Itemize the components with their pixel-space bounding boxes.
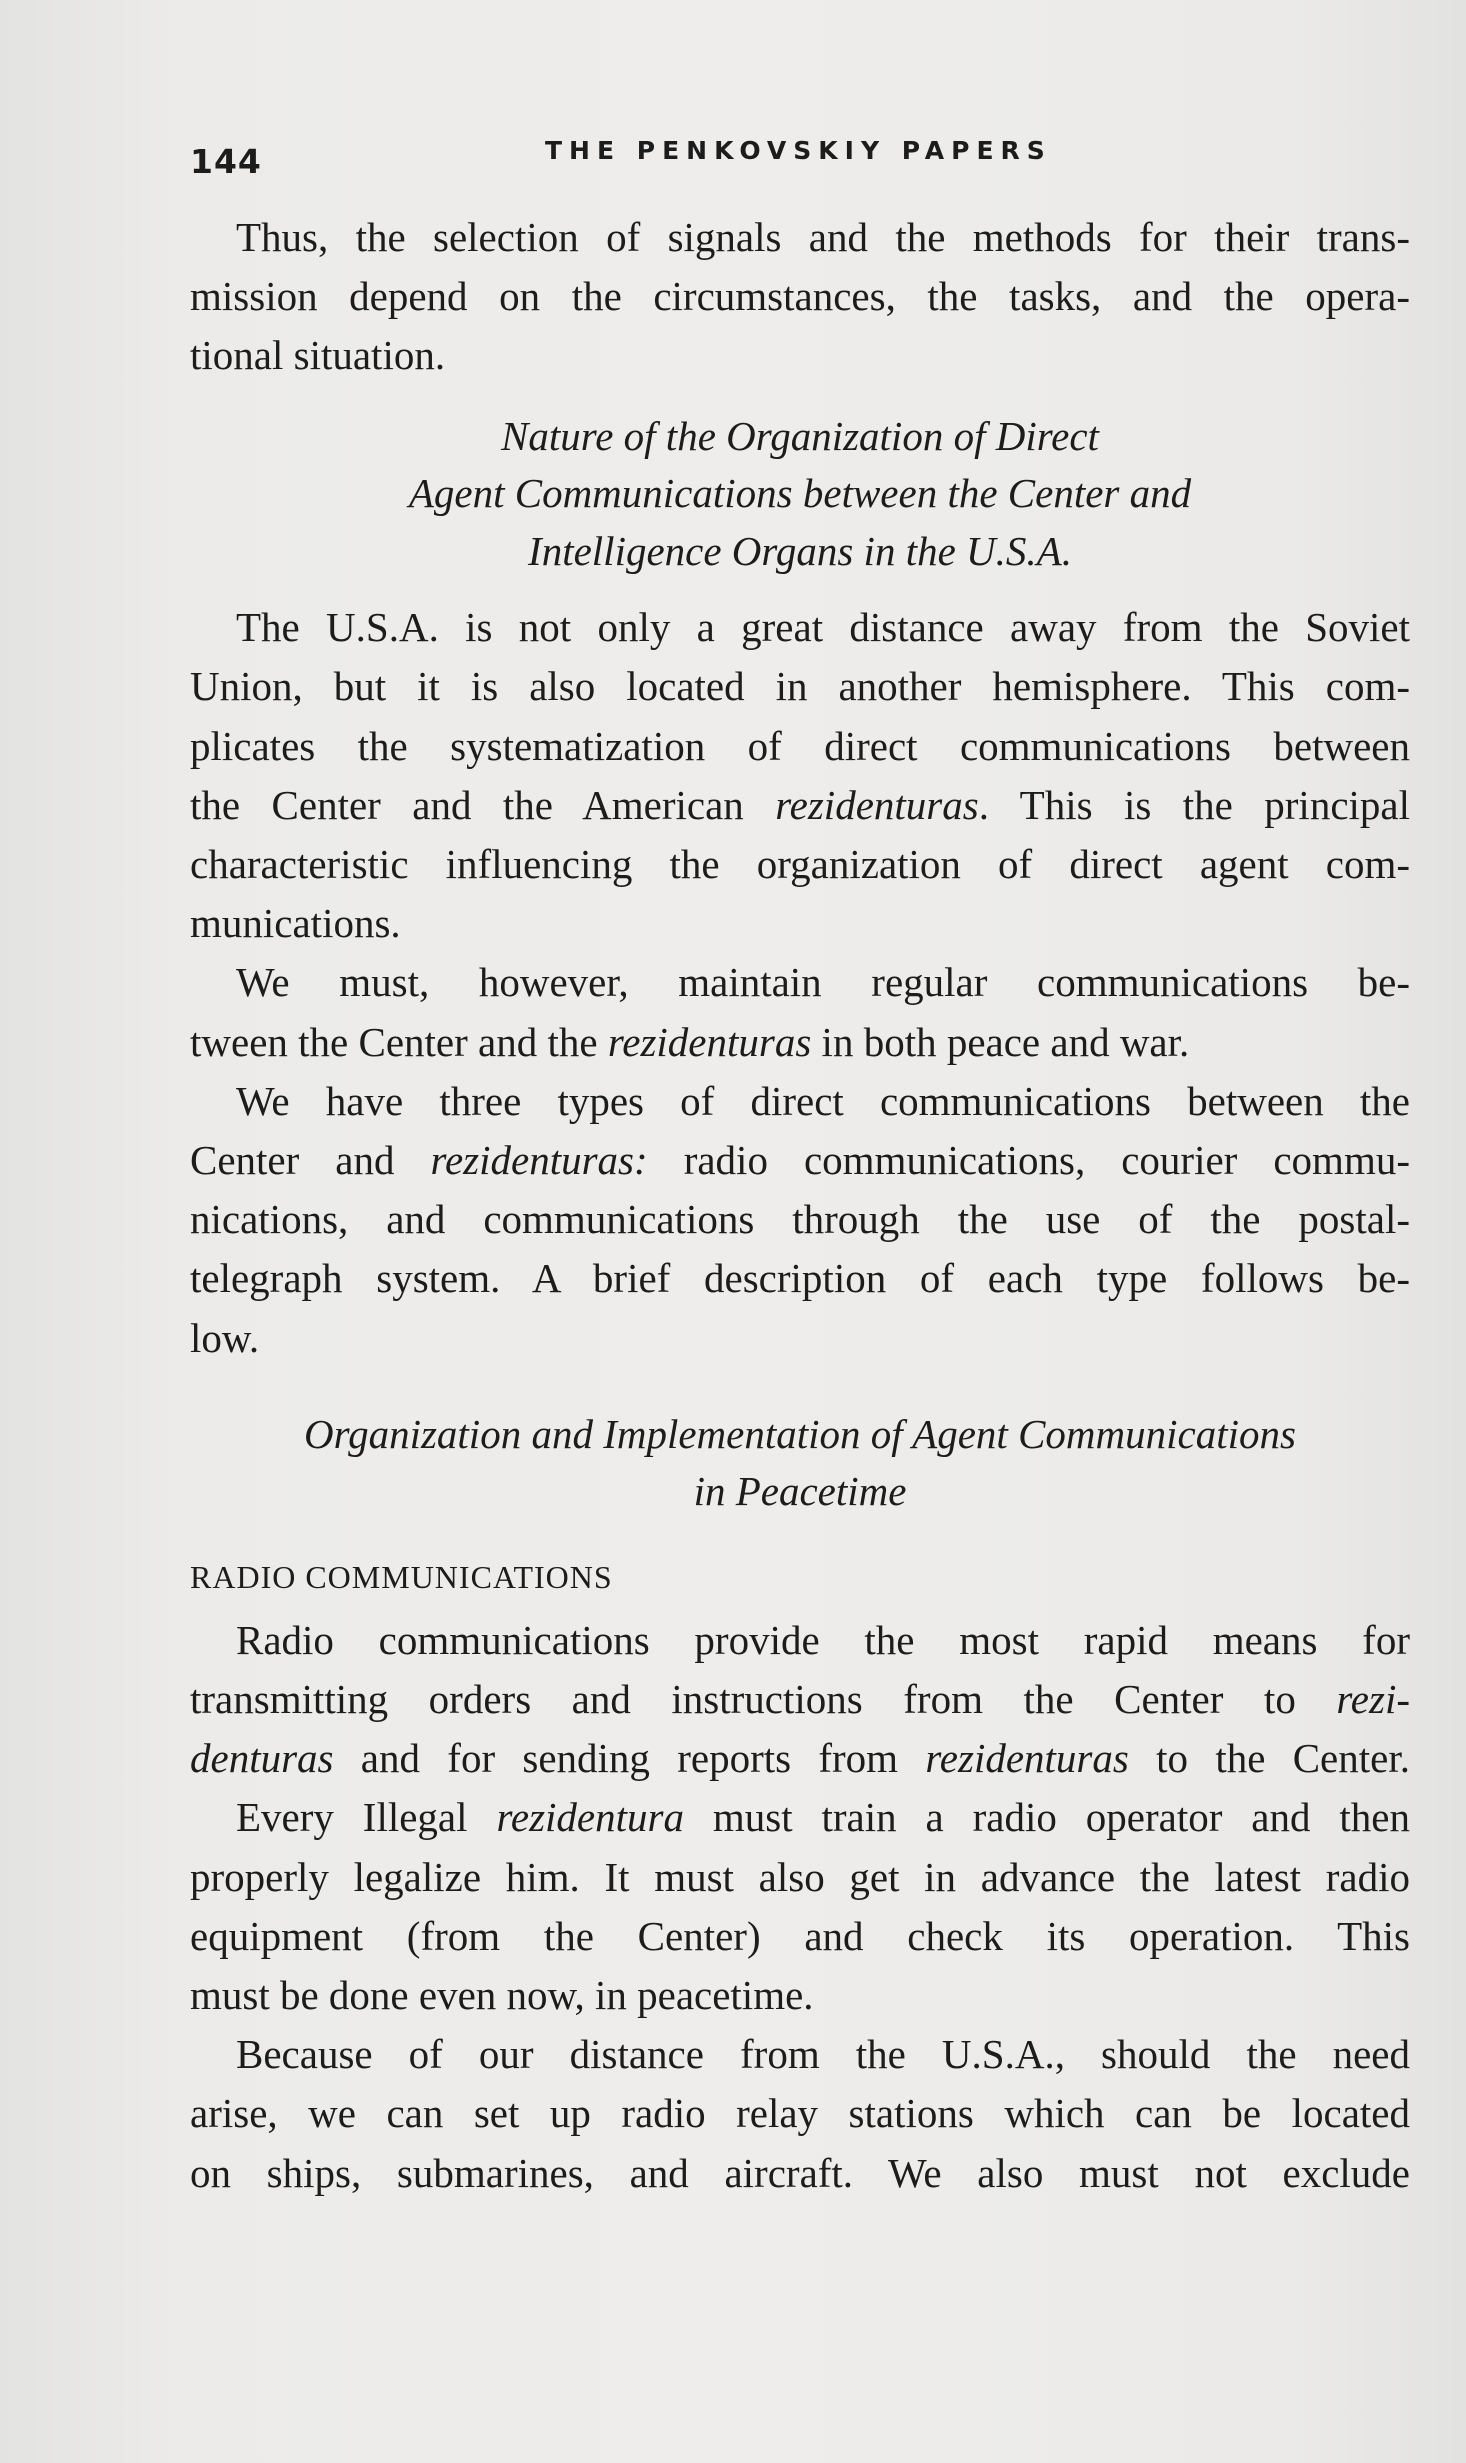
section-heading-peacetime: Organization and Implementation of Agent Communications in Peacetime	[304, 1410, 1296, 1515]
paragraph-usa-distance: The U.S.A. is not only a great distance away from the Soviet Union, but it is also located in another hemisphere. This com- plicates the systematization of direct communications between the Center and the American rezidenturas. This is the principal characteristic influencing the organization of direct agent com- munications.	[190, 604, 1410, 947]
paragraph-radio-rapid: Radio communications provide the most rapid means for transmitting orders and instructions from the Center to rezi- denturas and for sending reports from rezidenturas to the Center.	[190, 1616, 1410, 1782]
body-text	[190, 208, 1410, 2203]
paragraph-regular-communications: We must, however, maintain regular communications be- tween the Center and the rezidenturas in both peace and war.	[190, 959, 1410, 1065]
paragraph-three-types: We have three types of direct communications between the Center and rezidenturas: radio communications, courier commu- nications, and communications through the use of the postal- telegraph system. A brief description of each type follows be- low.	[190, 1077, 1410, 1361]
paragraph-illegal-rezidentura: Every Illegal rezidentura must train a radio operator and then properly legalize him. It must also get in advance the latest radio equipment (from the Center) and check its operation. This must be done even now, in peacetime.	[190, 1794, 1410, 2018]
running-head	[190, 132, 1410, 192]
running-title: THE PENKOVSKIY PAPERS	[545, 136, 1052, 165]
paragraph-signals: Thus, the selection of signals and the methods for their trans- mission depend on the circumstances, the tasks, and the opera- tional situation.	[190, 214, 1410, 379]
page-number: 144	[190, 142, 262, 181]
subheading-radio-communications: RADIO COMMUNICATIONS	[190, 1558, 613, 1595]
section-heading-direct-communications: Nature of the Organization of Direct Agent Communications between the Center and Intelligence Organs in the U.S.A.	[408, 412, 1192, 574]
paragraph-relay-stations: Because of our distance from the U.S.A., should the need arise, we can set up radio relay stations which can be located on ships, submarines, and aircraft. We also must not exclude	[190, 2031, 1410, 2196]
